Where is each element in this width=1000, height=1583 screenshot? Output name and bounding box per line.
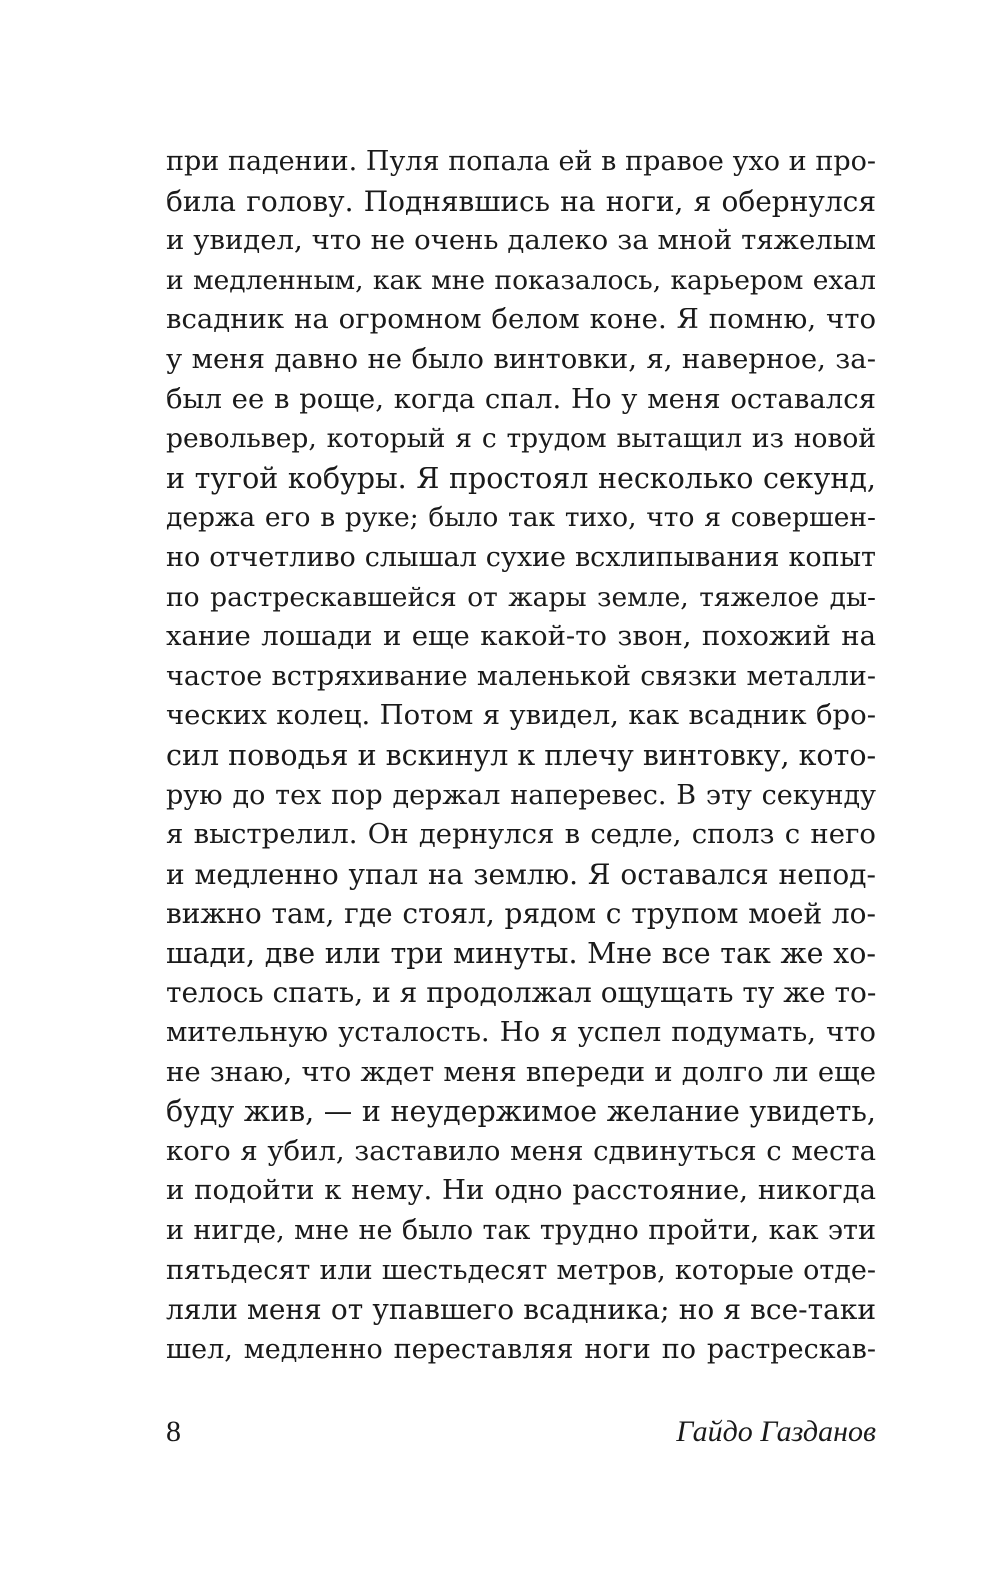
text-line: всадник на огромном белом коне. Я помню, что (166, 303, 876, 336)
text-line: пятьдесят или шестьдесят метров, которые отде- (166, 1254, 876, 1286)
text-line: у меня давно не было винтовки, я, наверное, за- (166, 342, 876, 375)
running-footer-author: Гайдо Газданов (676, 1415, 876, 1448)
text-line: и нигде, мне не было так трудно пройти, как эти (166, 1215, 876, 1247)
text-line: и подойти к нему. Ни одно расстояние, никогда (166, 1174, 876, 1207)
text-line: не знаю, что ждет меня впереди и долго ли еще (166, 1055, 876, 1088)
text-line: по растрескавшейся от жары земле, тяжелое ды- (166, 581, 876, 613)
body-text (166, 142, 876, 1369)
text-line: частое встряхивание маленькой связки металли- (166, 660, 876, 692)
text-line: ческих колец. Потом я увидел, как всадник бро- (166, 699, 876, 732)
text-line: мительную усталость. Но я успел подумать, что (166, 1016, 876, 1049)
text-line: при падении. Пуля попала ей в правое ухо и про- (166, 146, 876, 177)
text-line: я выстрелил. Он дернулся в седле, сполз с него (166, 818, 876, 851)
text-line: револьвер, который я с трудом вытащил из новой (166, 423, 876, 455)
text-line: и медленным, как мне показалось, карьером ехал (166, 264, 876, 296)
text-line: телось спать, и я продолжал ощущать ту же то- (166, 976, 877, 1010)
page-footer (166, 1412, 876, 1452)
text-line: шел, медленно переставляя ноги по растрескав- (166, 1333, 876, 1365)
text-line: ляли меня от упавшего всадника; но я все-таки (166, 1293, 876, 1327)
text-line: вижно там, где стоял, рядом с трупом моей ло- (166, 897, 876, 931)
text-line: был ее в роще, когда спал. Но у меня оставался (166, 382, 876, 415)
text-line: шади, две или три минуты. Мне все так же хо- (166, 936, 876, 970)
text-line: но отчетливо слышал сухие всхлипывания копыт (166, 541, 876, 573)
text-line: кого я убил, заставило меня сдвинуться с места (166, 1134, 876, 1167)
text-line: рую до тех пор держал наперевес. В эту секунду (166, 779, 876, 811)
text-line: держа его в руке; было так тихо, что я совершен- (166, 502, 876, 534)
text-line: сил поводья и вскинул к плечу винтовку, кото- (166, 738, 877, 772)
text-line: и медленно упал на землю. Я оставался непод- (166, 857, 876, 891)
text-line: хание лошади и еще какой-то звон, похожий на (166, 620, 876, 653)
text-line: и тугой кобуры. Я простоял несколько секунд, (166, 461, 876, 495)
text-line: и увидел, что не очень далеко за мной тяжелым (166, 224, 876, 257)
text-line: буду жив, — и неудержимое желание увидеть, (166, 1095, 876, 1129)
text-line: била голову. Поднявшись на ноги, я обернулся (166, 184, 876, 218)
page-number: 8 (166, 1415, 181, 1448)
